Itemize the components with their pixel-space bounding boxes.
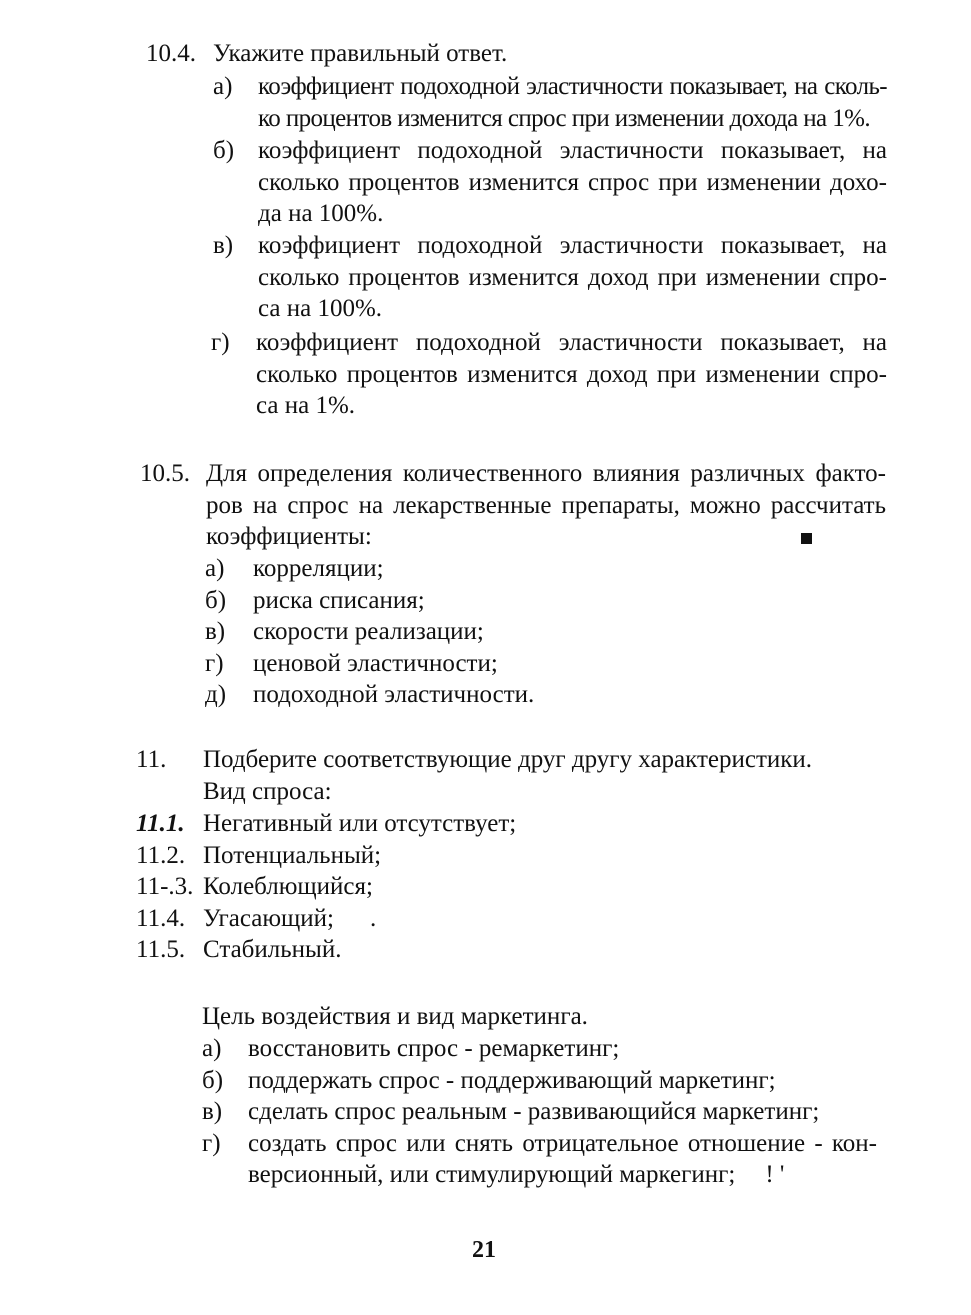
item-number: 11.2. bbox=[136, 841, 186, 869]
item-text: Угасающий; bbox=[203, 904, 334, 932]
option-line: да на 100%. bbox=[258, 200, 384, 227]
marketing-option-list bbox=[202, 1033, 877, 1191]
option-text: восстановить спрос - ремаркетинг; bbox=[248, 1035, 620, 1062]
demand-type-list bbox=[136, 808, 836, 966]
option-label: д) bbox=[205, 681, 227, 708]
option-label: г) bbox=[211, 329, 230, 356]
option-label: б) bbox=[213, 137, 235, 164]
page-number: 21 bbox=[472, 1237, 496, 1263]
option-text: подоходной эластичности. bbox=[253, 681, 535, 708]
answer-option-a bbox=[213, 71, 887, 134]
stray-marks: ! ' bbox=[765, 1161, 785, 1188]
answer-option-v bbox=[213, 230, 887, 325]
option-line: сколько процентов изменится доход при изменении спро- bbox=[258, 263, 887, 291]
stray-dot: . bbox=[369, 904, 377, 932]
option-text: ценовой эластичности; bbox=[253, 649, 498, 677]
question-11 bbox=[136, 744, 886, 807]
item-text: Колеблющийся; bbox=[203, 873, 373, 900]
question-text: Укажите правильный ответ. bbox=[213, 40, 508, 67]
option-list-10-5 bbox=[205, 553, 885, 711]
question-10-4 bbox=[146, 38, 886, 70]
option-line: коэффициент подоходной эластичности показывает, на сколь- bbox=[258, 73, 887, 100]
question-number: 10.4. bbox=[146, 40, 196, 67]
question-number: 10.5. bbox=[140, 460, 190, 487]
square-marker bbox=[801, 533, 812, 544]
option-line: коэффициент подоходной эластичности показывает, на bbox=[258, 232, 887, 259]
question-line: коэффициенты: bbox=[206, 523, 372, 550]
option-text: сделать спрос реальным - развивающийся маркетинг; bbox=[248, 1098, 820, 1125]
option-label: а) bbox=[205, 555, 225, 582]
option-label: в) bbox=[205, 618, 226, 645]
option-label: б) bbox=[202, 1066, 224, 1094]
option-text: скорости реализации; bbox=[253, 618, 484, 645]
option-text: поддержать спрос - поддерживающий маркетинг; bbox=[248, 1066, 776, 1094]
item-number: 11.1. bbox=[136, 810, 185, 837]
question-line: Для определения количественного влияния различных факто- bbox=[206, 460, 886, 487]
option-text: корреляции; bbox=[253, 555, 384, 582]
item-text: Стабильный. bbox=[203, 936, 342, 963]
option-label: в) bbox=[202, 1098, 223, 1125]
option-label: г) bbox=[202, 1129, 221, 1157]
subheading: Вид спроса: bbox=[203, 777, 332, 805]
question-instruction: Подберите соответствующие друг другу характеристики. bbox=[203, 746, 813, 773]
marketing-heading: Цель воздействия и вид маркетинга. bbox=[202, 1003, 588, 1030]
option-line: коэффициент подоходной эластичности показывает, на bbox=[258, 137, 887, 164]
item-text: Потенциальный; bbox=[203, 841, 382, 869]
option-line: ко процентов изменится спрос при изменении дохода на 1%. bbox=[258, 104, 870, 132]
option-line: сколько процентов изменится доход при изменении спро- bbox=[256, 360, 887, 388]
option-label: г) bbox=[205, 649, 224, 677]
question-10-5 bbox=[140, 458, 886, 553]
option-line: са на 100%. bbox=[258, 295, 383, 322]
item-number: 11.4. bbox=[136, 904, 186, 932]
option-label: а) bbox=[213, 73, 233, 100]
item-text: Негативный или отсутствует; bbox=[203, 810, 517, 837]
option-line: сколько процентов изменится спрос при изменении дохо- bbox=[258, 168, 887, 196]
option-line: создать спрос или снять отрицательное отношение - кон- bbox=[248, 1129, 877, 1157]
option-line: версионный, или стимулирующий маркегинг; bbox=[248, 1161, 736, 1188]
question-line: ров на спрос на лекарственные препараты, можно рассчитать bbox=[206, 491, 886, 519]
option-label: а) bbox=[202, 1035, 222, 1062]
item-number: 11.5. bbox=[136, 936, 186, 963]
option-line: коэффициент подоходной эластичности показывает, на bbox=[256, 329, 887, 356]
option-line: са на 1%. bbox=[256, 392, 356, 419]
question-number: 11. bbox=[136, 746, 167, 773]
answer-option-g bbox=[211, 327, 887, 422]
answer-option-b bbox=[213, 135, 887, 230]
option-label: в) bbox=[213, 232, 234, 259]
option-label: б) bbox=[205, 586, 227, 614]
item-number: 11-.3. bbox=[136, 873, 194, 900]
option-text: риска списания; bbox=[253, 586, 425, 614]
